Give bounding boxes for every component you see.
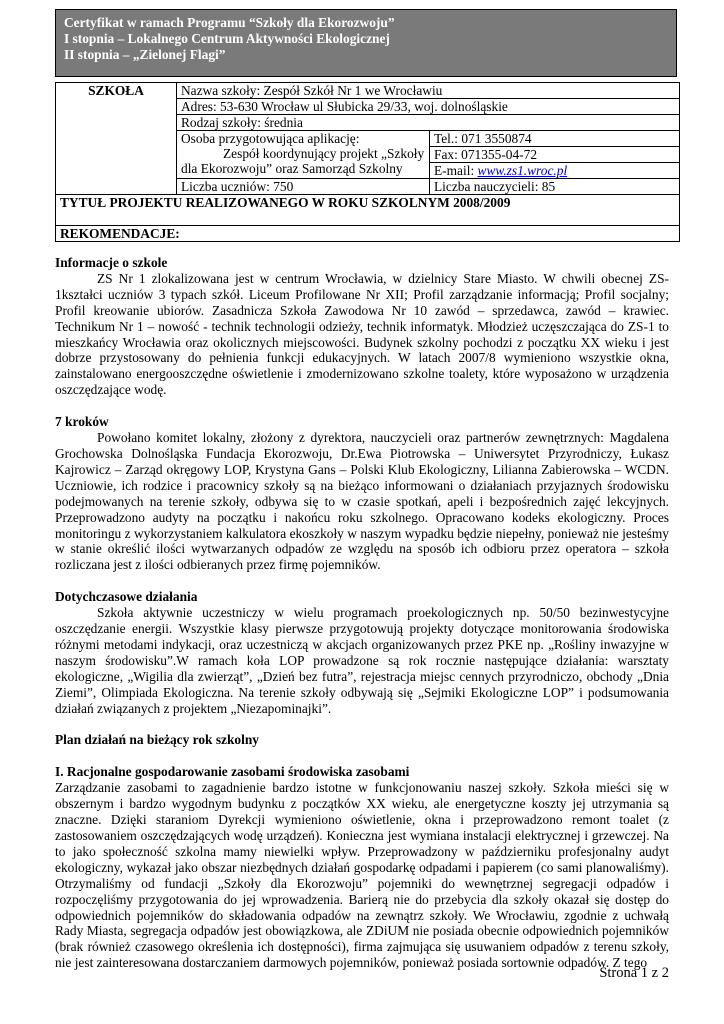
szkola-label: SZKOŁA [56,83,177,195]
certificate-header [55,9,677,77]
school-name: Nazwa szkoły: Zespół Szkół Nr 1 we Wrocławiu [177,83,680,99]
contact-details-cell [430,131,680,179]
section-activities-text: Szkoła aktywnie uczestniczy w wielu programach proekologicznych np. 50/50 bezinwestycyjne oszczędzanie energii. Wszystkie klasy pierwsze przygotowują projekty dotyczące monitorowania środowiska różnymi metodami indykacji, oraz uczestniczą w akcjach organizowanych przez PKE np. „Rośliny inwazyjne w naszym środowisku”.W ramach koła LOP prowadzone są rok rocznie następujące działania: warsztaty ekologiczne, „Wigilia dla zwierząt”, „Dzień bez futra”, rejestracja miejsc cennych przyrodniczo, obchody „Dnia Ziemi”, Olimpiada Ekologiczna. Na terenie szkoły odbywają się „Sejmiki Ekologiczne LOP” i podsumowania działań związanych z projektem „Niezapominajki”. [55,605,669,716]
student-count: Liczba uczniów: 750 [177,179,430,195]
section-7-steps-text: Powołano komitet lokalny, złożony z dyrektora, nauczycieli oraz partnerów zewnętrznych: Magdalena Grochowska Dolnośląska Fundacja Ekorozwoju, Dr.Ewa Piotrowska – Uniwersytet Przyrodniczy, Łukasz Kajrowicz – Zarząd okręgowy LOP, Krystyna Gans – Polski Klub Ekologiczny, Lilianna Zabierowska – WCDN. Uczniowie, ich rodzice i pracownicy szkoły są na bieżąco informowani o działaniach przyjaznych środowisku podejmowanych na terenie szkoły, odbywa się to w czasie spotkań, apeli i bezpośrednich zajęć lekcyjnych. Przeprowadzono audyty na początku i nakońcu roku szkolnego. Opracowano kodeks ekologiczny. Proces monitoringu z wykorzystaniem kalkulatora ekoszkoły w naszym wypadku będzie niepełny, ponieważ nie jesteśmy w stanie określić ilości wytwarzanych odpadów ze względu na sposób ich odbioru przez operatora – szkoła rozliczana jest z ilości odbieranych przez firmę pojemników. [55,430,669,573]
school-type: Rodzaj szkoły: średnia [177,115,680,131]
section-school-info-title: Informacje o szkole [55,255,168,270]
header-line-2: I stopnia – Lokalnego Centrum Aktywności Ekologicznej [64,30,390,46]
email-row [430,163,679,178]
contact-person-line-2: Zespół koordynujący projekt „Szkoły [223,146,425,161]
website-link[interactable]: www.zs1.wroc.pl [477,163,568,178]
section-resources-text: Zarządzanie zasobami to zagadnienie bardzo istotne w funkcjonowaniu naszej szkoły. Szkoła mieści się w obszernym i bardzo wygodnym budynku z początków XX wieku, ale energetyczne koszty jej utrzymania są znaczne. Dzięki staraniom Dyrekcji wymieniono oświetlenie, okna i przeprowadzono remont toalet (z zastosowaniem oszczędzających wodę urządzeń). Konieczna jest wymiana instalacji elektrycznej i grzewczej. Na to jako społeczność szkolna mamy niewielki wpływ. Przeprowadzony w październiku profesjonalny audyt ekologiczny, wykazał jako obszar niezbędnych działań gospodarkę odpadami i papierem (co sami planowaliśmy). Otrzymaliśmy od fundacji „Szkoły dla Ekorozwoju” pojemniki do wewnętrznej segregacji odpadów i rozpoczęliśmy przygotowania do jej wprowadzenia. Barierą nie do przebycia dla szkoły okazał się dostęp do odpowiednich pojemników do składowania odpadów na zewnątrz szkoły. We Wrocławiu, zgodnie z uchwałą Rady Miasta, segregacja odpadów jest obowiązkowa, ale ZDiUM nie posiada obecnie odpowiednich pojemników (brak również czasowego określenia ich dostępności), firma zajmująca się usuwaniem odpadów z terenu szkoły, nie jest zainteresowana dostarczaniem darmowych pojemników, ponieważ posiada sortownie odpadów. Z tego [55,780,669,971]
teacher-count: Liczba nauczycieli: 85 [430,179,680,195]
contact-person-cell [177,131,430,179]
section-school-info-text: ZS Nr 1 zlokalizowana jest w centrum Wrocławia, w dzielnicy Stare Miasto. W chwili obecnej ZS-1kształci uczniów 3 typach szkół. Liceum Profilowane Nr XII; Profil zarządzanie informacją; Profil socjalny; Profil kreowanie ubiorów. Zasadnicza Szkoła Zawodowa Nr 10 zawód – sprzedawca, zawód – krawiec. Technikum Nr 1 – nowość - technik technologii odzieży, technik informatyk. Młodzież uczęszczająca do ZS-1 to mieszkańcy Wrocławia oraz okolicznych miejscowości. Budynek szkolny pochodzi z początku XX wieku i jest dobrze przystosowany do pełnienia funkcji edukacyjnych. W latach 2007/8 wymieniono wszystkie okna, zainstalowano energooszczędne oświetlenie i zmodernizowano szkolne toalety, które wyposażono w urządzenia oszczędzające wodę. [55,270,669,398]
section-7-steps-title: 7 kroków [55,414,109,430]
header-line-3: II stopnia – „Zielonej Flagi” [64,46,226,62]
document-body [55,255,669,971]
project-title: TYTUŁ PROJEKTU REALIZOWANEGO W ROKU SZKOLNYM 2008/2009 [56,195,680,226]
recommendations-label: REKOMENDACJE: [56,226,680,242]
fax-number: Fax: 071355-04-72 [430,147,679,163]
school-info-table [55,82,680,242]
school-address: Adres: 53-630 Wrocław ul Słubicka 29/33, woj. dolnośląskie [177,99,680,115]
contact-person-line-3: dla Ekorozwoju” oraz Samorząd Szkolny [181,161,403,176]
page-number: Strona 1 z 2 [599,965,669,981]
phone-number: Tel.: 071 3550874 [430,131,679,147]
section-resources-title: I. Racjonalne gospodarowanie zasobami środowiska zasobami [55,764,410,780]
header-line-1: Certyfikat w ramach Programu “Szkoły dla Ekorozwoju” [64,15,395,30]
email-label: E-mail: [434,163,478,178]
contact-person-label: Osoba przygotowująca aplikację: [181,131,360,146]
section-plan-title: Plan działań na bieżący rok szkolny [55,732,259,748]
section-activities-title: Dotychczasowe działania [55,589,198,605]
